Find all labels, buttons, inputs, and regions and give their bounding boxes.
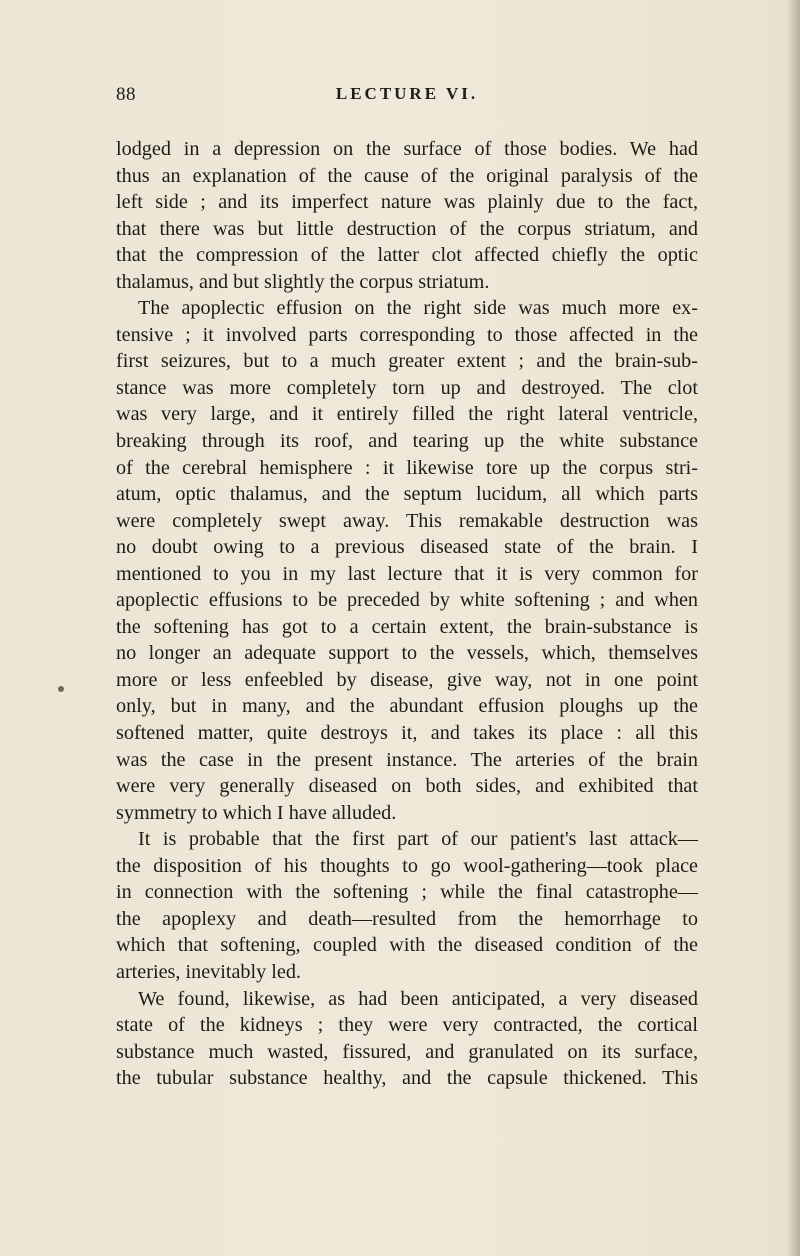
text-line: left side ; and its imperfect nature was plainly due to the fact, xyxy=(116,191,698,214)
text-line: thalamus, and but slightly the corpus striatum. xyxy=(116,270,490,293)
text-line: tensive ; it involved parts corresponding to those affected in the xyxy=(116,323,698,346)
text-line: the apoplexy and death—resulted from the hemorrhage to xyxy=(116,907,698,930)
text-line: were very generally diseased on both sides, and exhibited that xyxy=(116,775,698,798)
text-line: which that softening, coupled with the diseased condition of the xyxy=(116,934,698,957)
page-edge-shadow xyxy=(786,0,800,1256)
ink-speck xyxy=(58,686,64,692)
text-line: The apoplectic effusion on the right side was much more ex- xyxy=(138,297,698,320)
text-line: stance was more completely torn up and destroyed. The clot xyxy=(116,376,698,399)
text-line: arteries, inevitably led. xyxy=(116,960,301,983)
body-text xyxy=(116,136,698,1092)
text-line: the tubular substance healthy, and the capsule thickened. This xyxy=(116,1067,698,1090)
text-line: apoplectic effusions to be preceded by white softening ; and when xyxy=(116,589,698,612)
text-line: It is probable that the first part of our patient's last attack— xyxy=(138,828,698,851)
running-head: LECTURE VI. xyxy=(335,84,479,103)
text-line: that there was but little destruction of the corpus striatum, and xyxy=(116,217,698,240)
text-line: softened matter, quite destroys it, and takes its place : all this xyxy=(116,722,698,745)
text-line: no longer an adequate support to the vessels, which, themselves xyxy=(116,642,698,665)
text-line: only, but in many, and the abundant effusion ploughs up the xyxy=(116,695,698,718)
page-number: 88 xyxy=(116,84,136,105)
page-header xyxy=(116,84,698,112)
text-line: atum, optic thalamus, and the septum lucidum, all which parts xyxy=(116,483,698,506)
text-line: We found, likewise, as had been anticipated, a very diseased xyxy=(138,987,698,1010)
text-line: state of the kidneys ; they were very contracted, the cortical xyxy=(116,1014,698,1037)
text-line: was very large, and it entirely filled the right lateral ventricle, xyxy=(116,403,698,426)
text-line: breaking through its roof, and tearing up the white substance xyxy=(116,430,698,453)
text-line: in connection with the softening ; while the final catastrophe— xyxy=(116,881,698,904)
text-line: thus an explanation of the cause of the original paralysis of the xyxy=(116,164,698,187)
text-line: the disposition of his thoughts to go wool-gathering—took place xyxy=(116,854,698,877)
text-line: no doubt owing to a previous diseased state of the brain. I xyxy=(116,536,698,559)
text-line: more or less enfeebled by disease, give way, not in one point xyxy=(116,668,698,691)
text-line: was the case in the present instance. The arteries of the brain xyxy=(116,748,698,771)
text-line: first seizures, but to a much greater extent ; and the brain-sub- xyxy=(116,350,698,373)
text-line: of the cerebral hemisphere : it likewise tore up the corpus stri- xyxy=(116,456,698,479)
text-line: symmetry to which I have alluded. xyxy=(116,801,397,824)
text-line: the softening has got to a certain extent, the brain-substance is xyxy=(116,615,698,638)
text-line: that the compression of the latter clot affected chiefly the optic xyxy=(116,244,698,267)
text-line: mentioned to you in my last lecture that it is very common for xyxy=(116,562,698,585)
text-line: substance much wasted, fissured, and granulated on its surface, xyxy=(116,1040,698,1063)
text-line: lodged in a depression on the surface of those bodies. We had xyxy=(116,138,698,160)
text-line: were completely swept away. This remakable destruction was xyxy=(116,509,698,532)
